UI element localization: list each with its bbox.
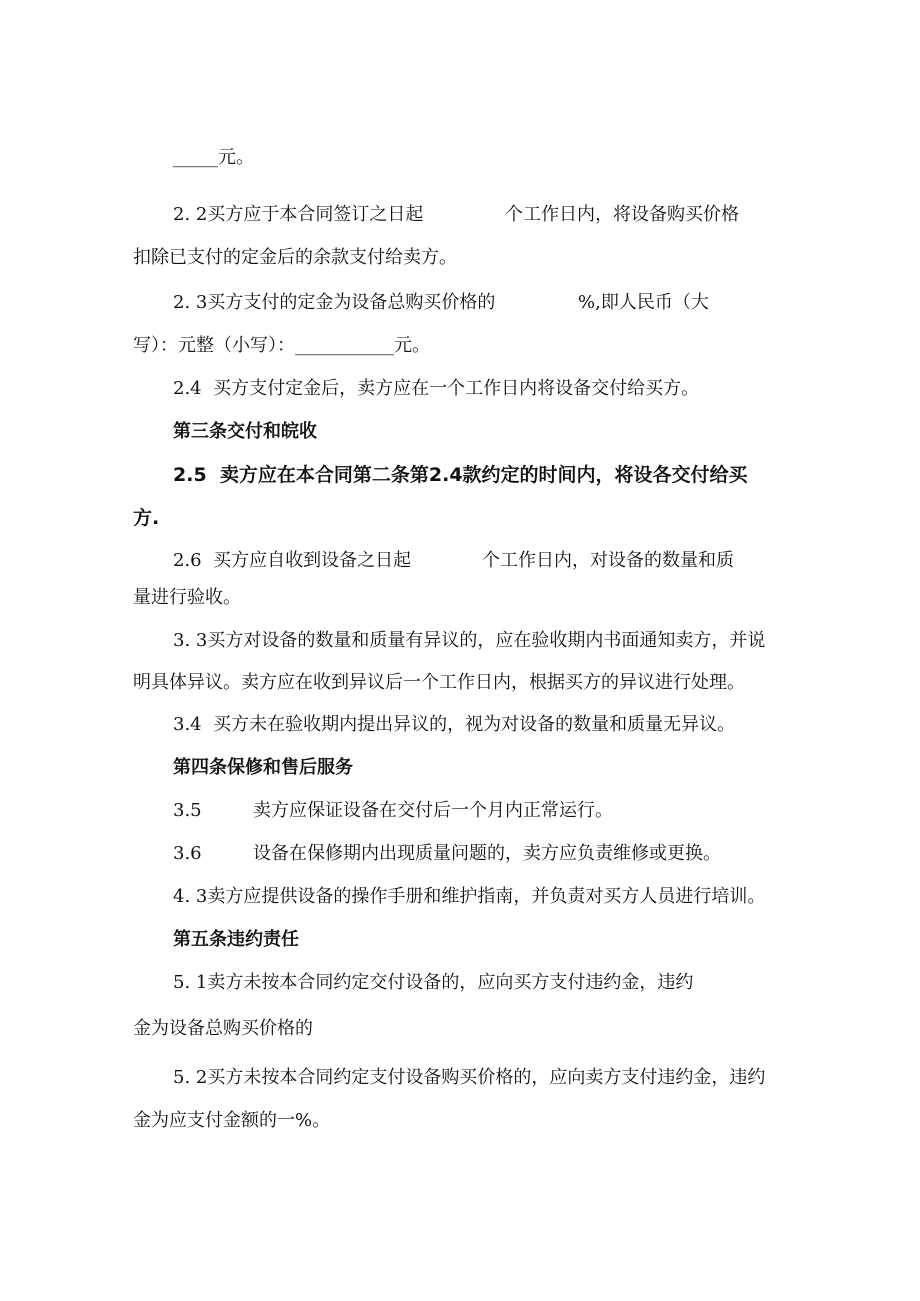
text-line: 明具体异议。卖方应在收到异议后一个工作日内，根据买方的异议进行处理。 — [133, 672, 745, 693]
text-line: 方. — [133, 507, 160, 529]
text-line: 金为应支付金额的一%。 — [133, 1110, 331, 1131]
section-heading-3: 第三条交付和皖收 — [173, 421, 317, 442]
clause-2-2-part2: 个工作日内，将设备购买价格 — [505, 204, 739, 225]
section-heading-4: 第四条保修和售后服务 — [173, 757, 353, 778]
clause-2-6-part2: 个工作日内，对设备的数量和质 — [482, 550, 734, 571]
text-line: 写）：元整（小写）：___________元。 — [133, 335, 430, 356]
clause-2-2-part1: 2. 2买方应于本合同签订之日起 — [173, 204, 424, 225]
clause-2-4: 2.4 买方支付定金后，卖方应在一个工作日内将设备交付给买方。 — [173, 378, 700, 399]
clause-3-5-text: 卖方应保证设备在交付后一个月内正常运行。 — [253, 800, 613, 821]
clause-2-3-part2: %,即人民币（大 — [578, 292, 709, 313]
clause-2-3-part1: 2. 3买方支付的定金为设备总购买价格的 — [173, 292, 496, 313]
clause-3-5-number: 3.5 — [173, 800, 202, 821]
text-line: _____元。 — [173, 147, 254, 168]
clause-3-6-text: 设备在保修期内出现质量问题的，卖方应负责维修或更换。 — [253, 843, 721, 864]
text-line: 量进行验收。 — [133, 587, 241, 608]
text-line: 扣除已支付的定金后的余款支付给卖方。 — [133, 247, 457, 268]
clause-3-4: 3.4 买方未在验收期内提出异议的，视为对设备的数量和质量无异议。 — [173, 714, 736, 735]
section-heading-5: 第五条违约责任 — [173, 929, 299, 950]
clause-3-3: 3. 3买方对设备的数量和质量有异议的，应在验收期内书面通知卖方，并说 — [173, 630, 766, 651]
clause-5-2: 5. 2买方未按本合同约定支付设备购买价格的，应向卖方支付违约金，违约 — [173, 1067, 766, 1088]
clause-5-1: 5. 1卖方未按本合同约定交付设备的，应向买方支付违约金，违约 — [173, 972, 694, 993]
clause-2-6-part1: 2.6 买方应自收到设备之日起 — [173, 550, 412, 571]
clause-3-6-number: 3.6 — [173, 843, 202, 864]
text-line: 金为设备总购买价格的 — [133, 1018, 313, 1039]
clause-2-5: 2.5 卖方应在本合同第二条第2.4款约定的时间内，将设各交付给买 — [173, 464, 748, 486]
clause-4-3: 4. 3卖方应提供设备的操作手册和维护指南，并负责对买方人员进行培训。 — [173, 886, 766, 907]
